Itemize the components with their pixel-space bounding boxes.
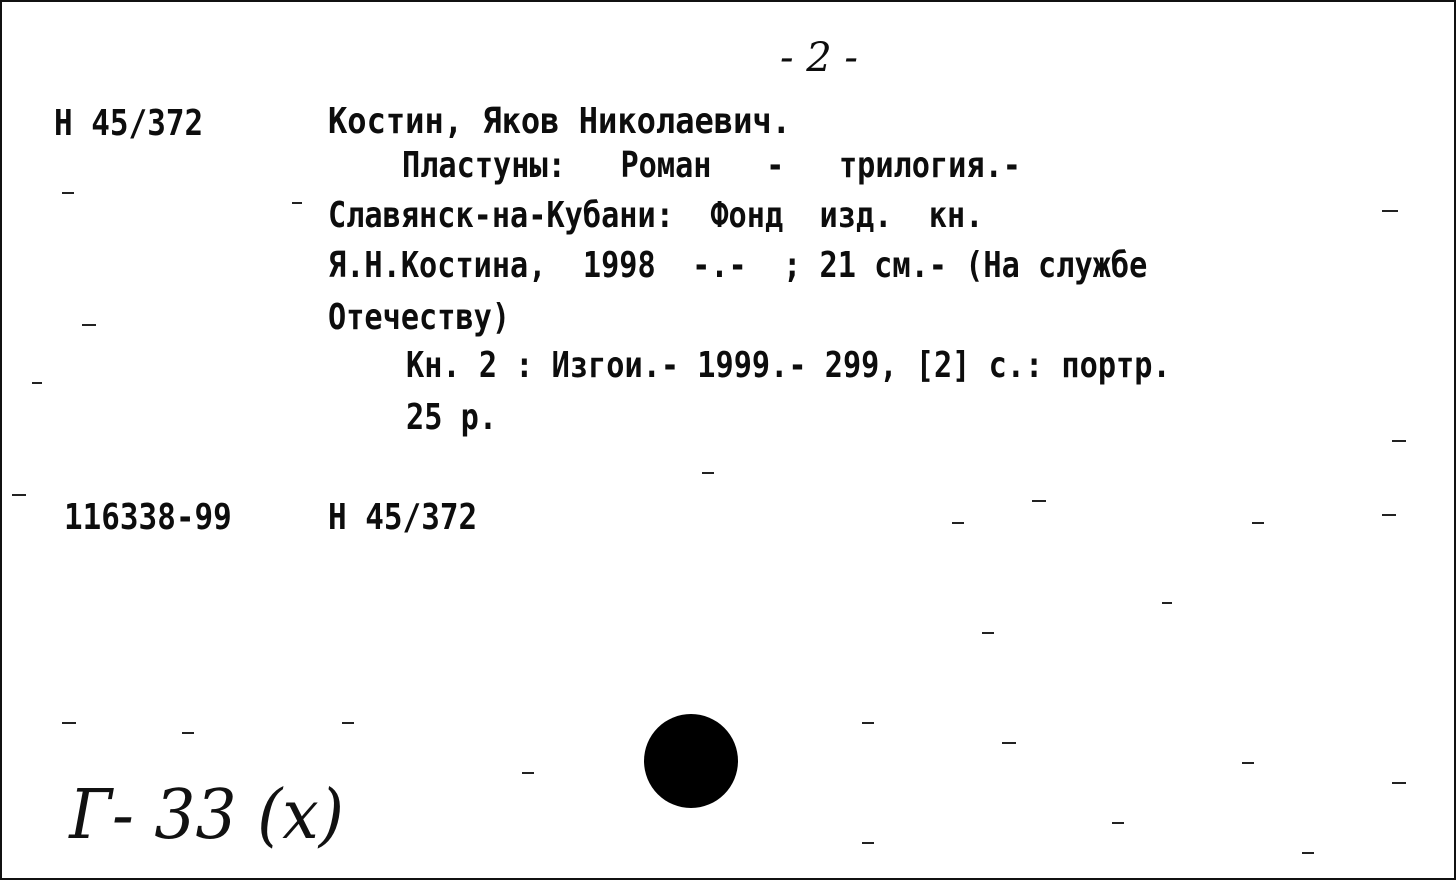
author-heading: Костин, Яков Николаевич. — [328, 101, 791, 142]
noise-speck — [342, 722, 354, 724]
noise-speck — [1302, 852, 1314, 854]
publisher-line: Славянск-на-Кубани: Фонд изд. кн. — [328, 195, 984, 236]
noise-speck — [982, 632, 994, 634]
noise-speck — [1112, 822, 1124, 824]
noise-speck — [1252, 522, 1264, 524]
noise-speck — [1242, 762, 1254, 764]
noise-speck — [62, 722, 76, 724]
publisher-line-2: Я.Н.Костина, 1998 -.- ; 21 см.- (На службе — [328, 245, 1148, 286]
footer-call-number: Н 45/372 — [328, 497, 478, 538]
noise-speck — [12, 494, 26, 496]
noise-speck — [1162, 602, 1172, 604]
noise-speck — [1382, 514, 1396, 516]
noise-speck — [702, 472, 714, 474]
noise-speck — [292, 202, 302, 204]
inventory-number: 116338-99 — [64, 497, 232, 538]
noise-speck — [1382, 210, 1398, 212]
noise-speck — [862, 842, 874, 844]
noise-speck — [1002, 742, 1016, 744]
page-number: - 2 - — [780, 35, 858, 81]
series-end: Отечеству) — [328, 297, 511, 338]
noise-speck — [82, 324, 96, 326]
noise-speck — [1032, 500, 1046, 502]
handwritten-code: Г- 33 (х) — [69, 776, 344, 855]
noise-speck — [32, 382, 42, 384]
noise-speck — [952, 522, 964, 524]
noise-speck — [1392, 440, 1406, 442]
title-line: Пластуны: Роман - трилогия.- — [402, 145, 1022, 186]
call-number: Н 45/372 — [54, 103, 204, 144]
noise-speck — [1392, 782, 1406, 784]
noise-speck — [522, 772, 534, 774]
volume-line: Кн. 2 : Изгои.- 1999.- 299, [2] с.: портр. — [406, 345, 1171, 386]
punch-hole — [644, 714, 738, 808]
noise-speck — [62, 192, 74, 194]
noise-speck — [862, 722, 874, 724]
noise-speck — [182, 732, 194, 734]
price: 25 р. — [406, 397, 498, 438]
